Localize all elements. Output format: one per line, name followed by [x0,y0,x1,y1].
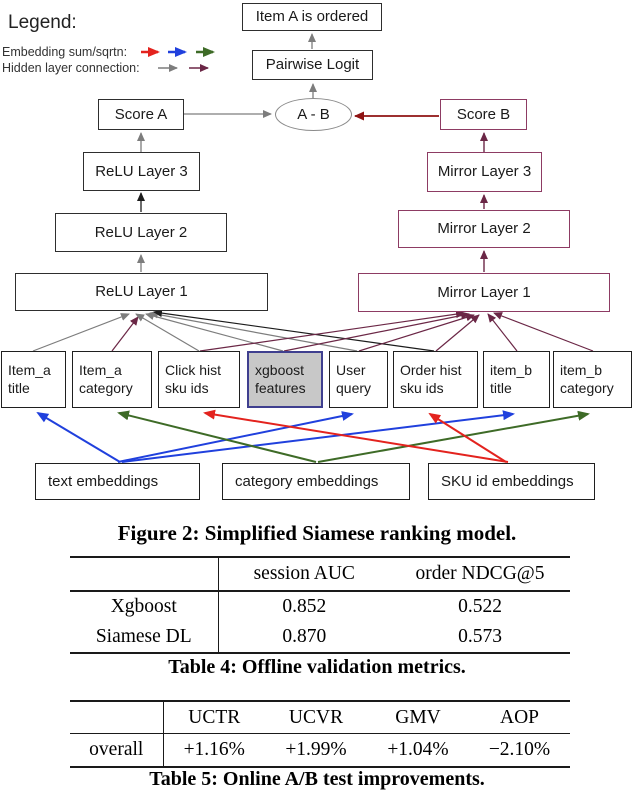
table-4-cell: 0.870 [218,622,390,653]
table-5 [70,700,570,768]
node-mirror-layer-2: Mirror Layer 2 [398,210,570,248]
feature-xgboost-features: xgboost features [247,351,323,408]
legend-embedding-label: Embedding sum/sqrtn: [2,45,128,59]
embedding-category: category embeddings [222,463,410,500]
table-4-header-session-auc: session AUC [218,557,390,591]
feature-item-b-category: item_b category [553,351,632,408]
table-5-header-row [70,701,570,734]
node-relu-layer-3: ReLU Layer 3 [83,152,200,191]
table-5-cell: +1.04% [367,734,469,768]
feature-item-b-title: item_b title [483,351,550,408]
table-4-caption: Table 4: Offline validation metrics. [168,656,466,678]
node-score-b: Score B [440,99,527,130]
table-5-header-aop: AOP [469,701,570,734]
table-row [70,591,570,622]
table-5-header-ucvr: UCVR [265,701,367,734]
table-4-header-row [70,557,570,591]
table-5-header-uctr: UCTR [163,701,265,734]
table-row [70,734,570,768]
node-score-a: Score A [98,99,184,130]
feature-order-hist-sku-ids: Order hist sku ids [393,351,478,408]
feature-click-hist-sku-ids: Click hist sku ids [158,351,240,408]
node-item-a-ordered: Item A is ordered [242,3,382,31]
table-5-header-stub [70,701,163,734]
table-4-header-stub [70,557,218,591]
node-mirror-layer-3: Mirror Layer 3 [427,152,542,192]
node-relu-layer-1: ReLU Layer 1 [15,273,268,311]
node-a-minus-b: A - B [275,98,352,131]
table-4-header-order-ndcg: order NDCG@5 [390,557,570,591]
figure-caption: Figure 2: Simplified Siamese ranking model. [117,521,517,545]
embedding-arrows [38,413,588,462]
table-5-header-gmv: GMV [367,701,469,734]
feature-item-a-title: Item_a title [1,351,66,408]
node-pairwise-logit: Pairwise Logit [252,50,373,80]
table-5-row-label: overall [70,734,163,768]
legend-hidden-label: Hidden layer connection: [2,61,140,75]
legend-title: Legend: [8,12,77,33]
table-4-cell: 0.573 [390,622,570,653]
node-mirror-layer-1: Mirror Layer 1 [358,273,610,312]
table-5-cell: +1.16% [163,734,265,768]
features-to-relu1-arrows [33,312,434,351]
feature-item-a-category: Item_a category [72,351,152,408]
table-row [70,622,570,653]
node-relu-layer-2: ReLU Layer 2 [55,213,227,252]
table-5-cell: −2.10% [469,734,570,768]
feature-user-query: User query [329,351,388,408]
embedding-sku-id: SKU id embeddings [428,463,595,500]
table-4-row-label: Siamese DL [70,622,218,653]
table-4-row-label: Xgboost [70,591,218,622]
embedding-text: text embeddings [35,463,200,500]
table-5-cell: +1.99% [265,734,367,768]
table-4 [70,556,570,654]
table-4-cell: 0.522 [458,596,502,617]
table-4-cell: 0.852 [282,596,327,617]
table-5-caption: Table 5: Online A/B test improvements. [149,768,485,790]
